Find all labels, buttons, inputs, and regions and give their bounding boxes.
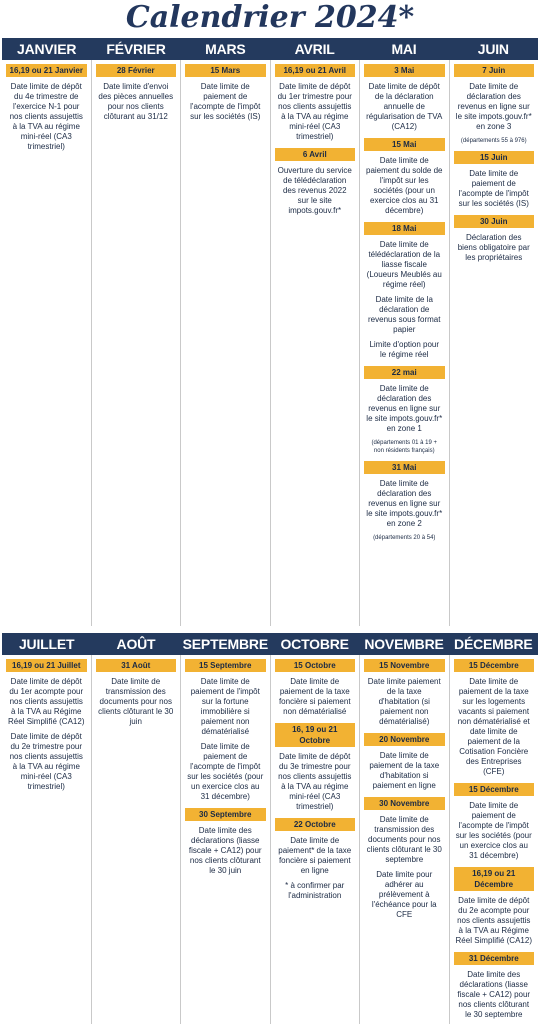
deadline-description: Date limite de paiement de l'acompte de l'impôt sur les sociétés (pour un exercice clos au 31 décembre) (187, 742, 264, 801)
page-title: Calendrier 2024* (125, 0, 415, 35)
deadline-entry (454, 867, 535, 946)
month-header: SEPTEMBRE (182, 636, 268, 652)
month-header: JUIN (477, 41, 509, 57)
deadline-entry (185, 64, 266, 122)
deadline-description: Limite d'option pour le régime réel (369, 340, 440, 359)
month-header: OCTOBRE (280, 636, 349, 652)
deadline-description: Date limite de dépôt du 4e trimestre de l'exercice N-1 pour nos clients assujettis à la TVA au régime mini-réel (CA3 trimestriel) (9, 82, 83, 151)
deadline-description: Date limite de paiement de la taxe foncière si paiement non dématérialisé (278, 677, 351, 716)
deadline-entry (364, 64, 445, 132)
deadline-entry (454, 215, 535, 263)
deadline-description: Date limite des déclarations (liasse fiscale + CA12) pour nos clients clôturant le 30 juin (188, 826, 262, 875)
deadline-description: Date limite de télédéclaration de la liasse fiscale (Loueurs Meublés au régime réel) (366, 240, 442, 289)
deadline-description: Date limite de paiement de l'impôt sur la fortune immobilière si paiement non dématérialisé (190, 677, 260, 736)
deadline-entry (364, 461, 445, 542)
deadline-entry (275, 818, 356, 901)
deadline-entry (454, 151, 535, 209)
deadline-date-badge: 15 Décembre (454, 659, 535, 672)
deadline-note: (départements 01 à 19 + non résidents français) (371, 440, 438, 454)
deadline-date-badge: 28 Février (96, 64, 177, 77)
deadline-date-badge: 18 Mai (364, 222, 445, 235)
deadline-date-badge: 16,19 ou 21 Avril (275, 64, 356, 77)
deadline-description: Date limite de dépôt du 1er trimestre pour nos clients assujettis à la TVA au régime mini-réel (CA3 trimestriel) (277, 82, 352, 141)
deadline-entry (96, 64, 177, 122)
deadline-date-badge: 31 Mai (364, 461, 445, 474)
deadline-date-badge: 6 Avril (275, 148, 356, 161)
deadline-entry (96, 659, 177, 727)
deadline-description: Date limite d'envoi des pièces annuelles pour nos clients clôturant au 31/12 (98, 82, 174, 121)
month-column (271, 60, 361, 626)
deadline-description: Date limite de paiement de l'acompte de l'impôt sur les sociétés (IS) (190, 82, 261, 121)
deadline-entry (364, 659, 445, 727)
deadline-date-badge: 15 Mai (364, 138, 445, 151)
deadline-entry (185, 808, 266, 876)
deadline-date-badge: 30 Novembre (364, 797, 445, 810)
deadline-description: Date limite des déclarations (liasse fiscale + CA12) pour nos clients clôturant le 30 septembre (457, 970, 531, 1019)
month-column (360, 60, 450, 626)
month-column (360, 655, 450, 1024)
deadline-date-badge: 3 Mai (364, 64, 445, 77)
deadline-date-badge: 22 mai (364, 366, 445, 379)
calendar-first-half (2, 38, 538, 626)
deadline-description: Date limite de la déclaration de revenus sous format papier (368, 295, 441, 334)
deadline-date-badge: 16,19 ou 21 Juillet (6, 659, 87, 672)
deadline-date-badge: 22 Octobre (275, 818, 356, 831)
month-header: MAI (391, 41, 417, 57)
month-header: NOVEMBRE (364, 636, 444, 652)
deadline-date-badge: 16,19 ou 21 Décembre (454, 867, 535, 891)
deadline-entry (6, 64, 87, 152)
month-column (271, 655, 361, 1024)
deadline-entry (275, 64, 356, 142)
deadline-description: Date limite pour adhérer au prélèvement à l'échéance pour la CFE (371, 870, 437, 919)
deadline-date-badge: 16,19 ou 21 Janvier (6, 64, 87, 77)
deadline-date-badge: 15 Septembre (185, 659, 266, 672)
deadline-description: Déclaration des biens obligatoire par les propriétaires (457, 233, 530, 262)
deadline-description: Date limite de transmission des documents pour nos clients clôturant le 30 septembre (366, 815, 442, 864)
deadline-date-badge: 15 Décembre (454, 783, 535, 796)
deadline-entry (275, 723, 356, 812)
month-header: AOÛT (116, 636, 156, 652)
month-column (92, 60, 182, 626)
deadline-description: Date limite de paiement de l'acompte de l'impôt sur les sociétés (IS) (458, 169, 529, 208)
deadline-date-badge: 20 Novembre (364, 733, 445, 746)
deadline-entry (454, 783, 535, 861)
deadline-entry (454, 659, 535, 777)
month-header: AVRIL (294, 41, 335, 57)
deadline-date-badge: 15 Mars (185, 64, 266, 77)
deadline-date-badge: 30 Juin (454, 215, 535, 228)
month-columns (2, 655, 538, 1024)
deadline-date-badge: 7 Juin (454, 64, 535, 77)
month-header: JUILLET (18, 636, 75, 652)
deadline-date-badge: 16, 19 ou 21 Octobre (275, 723, 356, 747)
month-column (92, 655, 182, 1024)
deadline-description: Date limite de dépôt de la déclaration annuelle de régularisation de TVA (CA12) (366, 82, 443, 131)
deadline-entry (364, 138, 445, 216)
deadline-description: Date limite de paiement de la taxe d'habitation si paiement en ligne (369, 751, 440, 790)
deadline-date-badge: 15 Juin (454, 151, 535, 164)
deadline-date-badge: 15 Octobre (275, 659, 356, 672)
deadline-entry (185, 659, 266, 802)
deadline-description: Date limite de paiement du solde de l'impôt sur les sociétés (pour un exercice clos au 31 décembre) (366, 156, 443, 215)
deadline-entry (364, 797, 445, 920)
deadline-note: (départements 20 à 54) (373, 535, 436, 541)
deadline-description: Date limite de dépôt du 2e acompte pour nos clients assujettis à la TVA au Régime Réel Simplifié (CA12) (455, 896, 532, 945)
deadline-date-badge: 15 Novembre (364, 659, 445, 672)
deadline-description: Ouverture du service de télédéclaration des revenus 2022 sur le site impots.gouv.fr* (277, 166, 352, 215)
month-column (181, 60, 271, 626)
month-column (450, 655, 539, 1024)
deadline-description: Date limite de paiement de l'acompte de l'impôt sur les sociétés (pour un exercice clos au 31 décembre) (455, 801, 532, 860)
deadline-description: Date limite de paiement de la taxe sur les logements vacants si paiement non dématérialisé et date limite de paiement de la Cotisation Foncière des Entreprises (CFE) (457, 677, 530, 776)
month-header-row (2, 633, 538, 655)
month-column (2, 655, 92, 1024)
deadline-description: Date limite de transmission des documents pour nos clients clôturant le 30 juin (98, 677, 174, 726)
deadline-entry (364, 366, 445, 455)
deadline-description: Date limite de déclaration des revenus en ligne sur le site impots.gouv.fr* en zone 3 (455, 82, 532, 131)
deadline-date-badge: 31 Décembre (454, 952, 535, 965)
deadline-description: Date limite paiement de la taxe d'habitation (si paiement non dématérialisé) (367, 677, 441, 726)
deadline-description: Date limite de dépôt du 1er acompte pour nos clients assujettis à la TVA au Régime Réel Simplifié (CA12) (8, 677, 85, 726)
deadline-note: (départements 55 à 976) (460, 138, 527, 144)
deadline-date-badge: 31 Août (96, 659, 177, 672)
deadline-entry (364, 733, 445, 791)
deadline-description: Date limite de déclaration des revenus en ligne sur le site impots.gouv.fr* en zone 1 (366, 384, 443, 433)
deadline-entry (6, 659, 87, 792)
deadline-description: * à confirmer par l'administration (285, 881, 345, 900)
deadline-date-badge: 30 Septembre (185, 808, 266, 821)
deadline-entry (454, 64, 535, 145)
month-header: DÉCEMBRE (454, 636, 533, 652)
deadline-description: Date limite de déclaration des revenus en ligne sur le site impots.gouv.fr* en zone 2 (366, 479, 443, 528)
month-header-row (2, 38, 538, 60)
month-header: FÉVRIER (106, 41, 166, 57)
calendar-second-half (2, 633, 538, 1024)
deadline-description: Date limite de paiement* de la taxe foncière si paiement en ligne (278, 836, 352, 875)
deadline-entry (275, 148, 356, 216)
month-column (450, 60, 539, 626)
deadline-description: Date limite de dépôt du 2e trimestre pour nos clients assujettis à la TVA au régime mini-réel (CA3 trimestriel) (9, 732, 83, 791)
month-column (181, 655, 271, 1024)
month-header: JANVIER (17, 41, 77, 57)
month-columns (2, 60, 538, 626)
deadline-description: Date limite de dépôt du 3e trimestre pour nos clients assujettis à la TVA au régime mini-réel (CA3 trimestriel) (278, 752, 352, 811)
deadline-entry (364, 222, 445, 360)
month-column (2, 60, 92, 626)
deadline-entry (275, 659, 356, 717)
deadline-entry (454, 952, 535, 1020)
month-header: MARS (205, 41, 246, 57)
